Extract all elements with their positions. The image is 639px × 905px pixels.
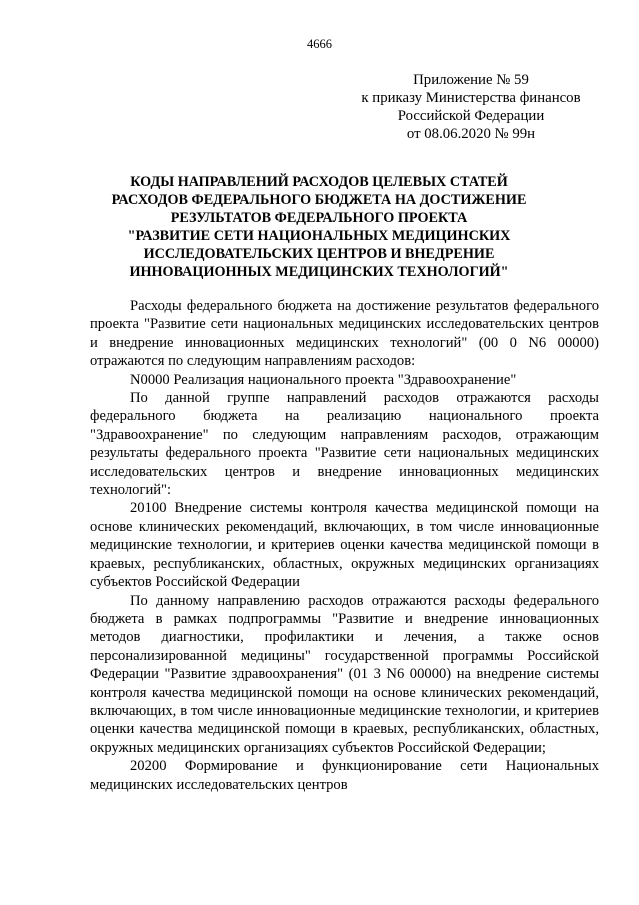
page-number: 4666 bbox=[307, 37, 332, 51]
body-paragraph: Расходы федерального бюджета на достижение результатов федерального проекта "Развитие сети национальных медицинских исследовательских центров и внедрение инновационных медицинских технологий" (00 0 N6 00000) отражаются по следующим направлениям расходов: bbox=[90, 298, 599, 370]
appendix-line: Приложение № 59 bbox=[413, 72, 529, 88]
title-line: "РАЗВИТИЕ СЕТИ НАЦИОНАЛЬНЫХ МЕДИЦИНСКИХ bbox=[127, 227, 511, 244]
appendix-line: от 08.06.2020 № 99н bbox=[406, 126, 536, 142]
appendix-reference bbox=[340, 71, 602, 143]
body-paragraph: 20200 Формирование и функционирование сети Национальных медицинских исследовательских центров bbox=[90, 758, 599, 793]
title-line: РЕЗУЛЬТАТОВ ФЕДЕРАЛЬНОГО ПРОЕКТА bbox=[170, 209, 468, 226]
title-line: КОДЫ НАПРАВЛЕНИЙ РАСХОДОВ ЦЕЛЕВЫХ СТАТЕЙ bbox=[130, 174, 508, 190]
document-title bbox=[89, 174, 549, 281]
title-line: РАСХОДОВ ФЕДЕРАЛЬНОГО БЮДЖЕТА НА ДОСТИЖЕНИЕ bbox=[111, 191, 527, 208]
appendix-line: к приказу Министерства финансов bbox=[361, 90, 581, 106]
body-paragraph: По данной группе направлений расходов отражаются расходы федерального бюджета на реализацию национального проекта "Здравоохранение" по следующим направлениям расходов, отражающим результаты федерального проекта "Развитие сети национальных медицинских исследовательских центров и внедрение инновационных медицинских технологий": bbox=[90, 390, 599, 499]
body-paragraph: N0000 Реализация национального проекта "Здравоохранение" bbox=[130, 371, 517, 388]
document-body bbox=[90, 297, 599, 794]
body-paragraph: 20100 Внедрение системы контроля качества медицинской помощи на основе клинических рекомендаций, включающих, в том числе инновационные медицинские технологии, и критериев оценки качества медицинской помощи в краевых, республиканских, областных, окружных медицинских организациях субъектов Российской Федерации bbox=[90, 500, 599, 591]
appendix-line: Российской Федерации bbox=[397, 108, 545, 124]
body-paragraph: По данному направлению расходов отражаются расходы федерального бюджета в рамках подпрограммы "Развитие и внедрение инновационных методов диагностики, профилактики и лечения, а также основ персонализированной медицины" государственной программы Российской Федерации "Развитие здравоохранения" (01 3 N6 00000) на внедрение системы контроля качества медицинской помощи на основе клинических рекомендаций, включающих, в том числе инновационные медицинские технологии, и критериев оценки качества медицинской помощи в краевых, республиканских, областных, окружных медицинских организациях субъектов Российской Федерации; bbox=[90, 592, 599, 756]
title-line: ИССЛЕДОВАТЕЛЬСКИХ ЦЕНТРОВ И ВНЕДРЕНИЕ bbox=[143, 245, 495, 262]
title-line: ИННОВАЦИОННЫХ МЕДИЦИНСКИХ ТЕХНОЛОГИЙ" bbox=[129, 263, 509, 280]
